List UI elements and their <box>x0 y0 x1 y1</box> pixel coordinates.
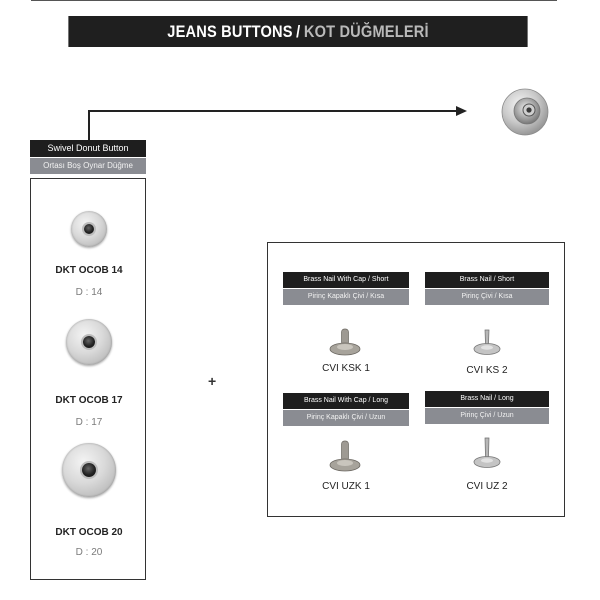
nail-code: CVI KS 2 <box>466 365 508 376</box>
connector-vertical <box>88 111 90 141</box>
assembled-button-icon <box>500 86 550 136</box>
nail-code: CVI UZK 1 <box>322 481 370 492</box>
nail-subtitle: Pirinç Çivi / Kısa <box>461 293 513 300</box>
nails-panel <box>267 242 565 517</box>
connector-horizontal <box>88 110 458 112</box>
donut-button-20-icon <box>62 443 116 497</box>
nail-subtitle-label <box>283 410 409 426</box>
nail-title-label <box>283 272 409 288</box>
banner-title-main: JEANS BUTTONS <box>167 22 293 41</box>
swivel-subtitle: Ortası Boş Oynar Düğme <box>43 161 133 170</box>
plain-nail-icon <box>472 327 502 357</box>
button-hole <box>83 336 95 348</box>
nail-title: Brass Nail With Cap / Long <box>303 397 389 404</box>
page-banner <box>68 16 527 47</box>
nail-code: CVI UZ 2 <box>466 481 508 492</box>
nail-subtitle-label <box>425 408 549 424</box>
product-dimension: D : 20 <box>75 547 103 558</box>
nail-title: Brass Nail / Short <box>459 276 515 283</box>
nail-title-label <box>283 393 409 409</box>
button-hole <box>84 224 94 234</box>
product-dimension: D : 17 <box>75 417 103 428</box>
product-dimension: D : 14 <box>75 287 103 298</box>
donut-button-17-icon <box>66 319 112 365</box>
nail-title-label <box>425 272 549 288</box>
product-code: DKT OCOB 17 <box>55 395 123 406</box>
capped-nail-icon <box>328 327 362 357</box>
plain-nail-icon <box>472 436 502 470</box>
capped-nail-icon <box>328 439 362 473</box>
nail-title: Brass Nail / Long <box>460 395 514 402</box>
nail-subtitle: Pirinç Çivi / Uzun <box>460 412 514 419</box>
nail-code: CVI KSK 1 <box>322 363 370 374</box>
nail-subtitle-label <box>425 289 549 305</box>
nail-subtitle-label <box>283 289 409 305</box>
nail-subtitle: Pirinç Kapaklı Çivi / Kısa <box>307 293 385 300</box>
arrow-right-icon <box>456 106 467 116</box>
top-rule <box>31 0 557 1</box>
banner-title-sub: KOT DÜĞMELERİ <box>303 22 429 41</box>
swivel-subtitle-label <box>30 158 146 174</box>
nail-title: Brass Nail With Cap / Short <box>303 276 389 283</box>
product-code: DKT OCOB 14 <box>55 265 123 276</box>
swivel-title: Swivel Donut Button <box>47 143 129 153</box>
nail-title-label <box>425 391 549 407</box>
swivel-title-label <box>30 140 146 157</box>
nail-subtitle: Pirinç Kapaklı Çivi / Uzun <box>306 414 386 421</box>
plus-sign: + <box>208 373 217 389</box>
donut-button-14-icon <box>71 211 107 247</box>
product-code: DKT OCOB 20 <box>55 527 123 538</box>
swivel-button-panel <box>30 178 146 580</box>
banner-separator: / <box>296 22 301 41</box>
button-hole <box>82 463 96 477</box>
